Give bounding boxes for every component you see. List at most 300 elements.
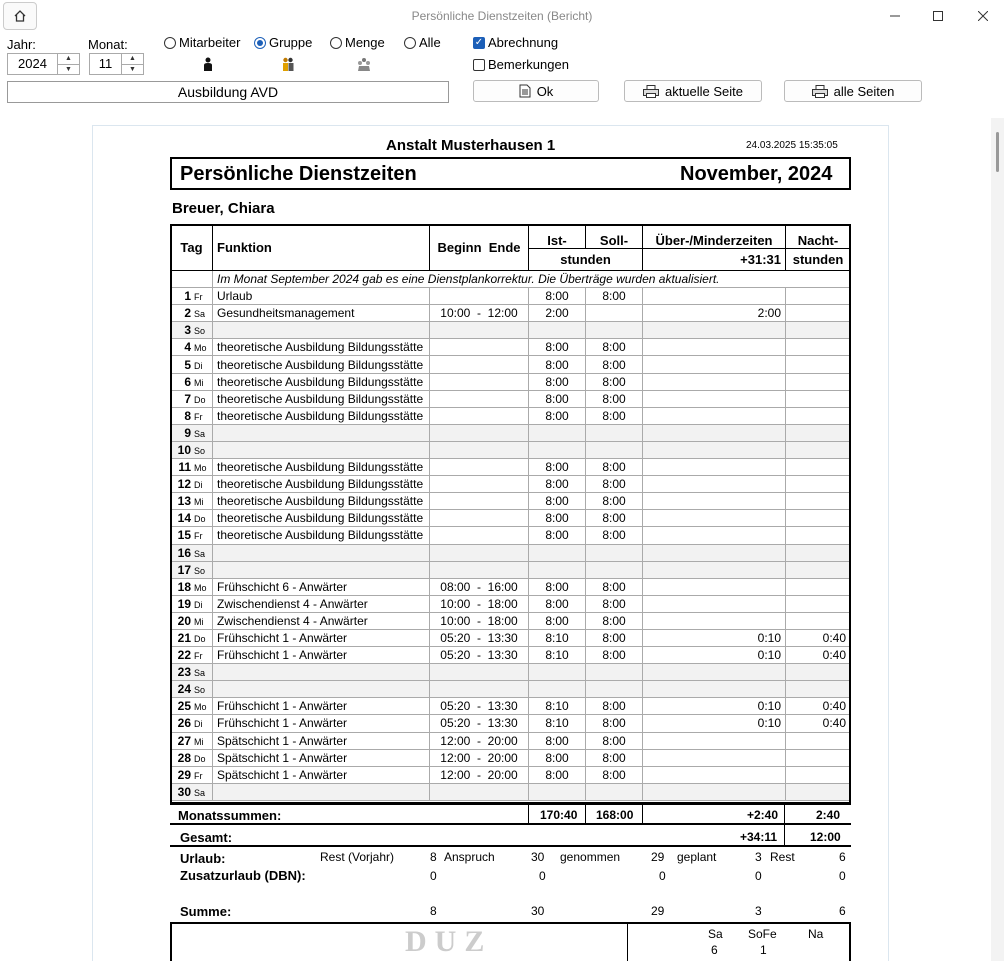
time-cell: 05:20 - 13:30 <box>430 715 529 732</box>
function-cell: theoretische Ausbildung Bildungsstätte <box>213 476 430 493</box>
radio-label: Menge <box>345 35 385 50</box>
radio-circle[interactable] <box>330 37 342 49</box>
year-down-button[interactable]: ▼ <box>65 65 72 73</box>
ueber-cell <box>643 476 786 493</box>
nacht-cell <box>786 578 851 595</box>
weekday: Di <box>194 480 203 491</box>
soll-cell <box>586 544 643 561</box>
print-current-page-button[interactable] <box>624 80 762 102</box>
table-row <box>171 373 851 390</box>
day-cell <box>171 783 213 800</box>
radio-menge[interactable] <box>330 35 385 50</box>
ist-cell <box>529 561 586 578</box>
function-cell: Frühschicht 1 - Anwärter <box>213 629 430 646</box>
total-nacht: 12:00 <box>810 830 841 844</box>
ist-cell <box>529 544 586 561</box>
nacht-cell <box>786 595 851 612</box>
table-row <box>171 390 851 407</box>
checkbox-label: Bemerkungen <box>488 57 569 72</box>
document-icon <box>519 84 531 98</box>
weekday: Fr <box>194 292 203 303</box>
soll-cell: 8:00 <box>586 510 643 527</box>
nacht-cell <box>786 749 851 766</box>
table-row <box>171 647 851 664</box>
ist-cell: 8:00 <box>529 356 586 373</box>
soll-cell: 8:00 <box>586 407 643 424</box>
ist-cell: 8:00 <box>529 578 586 595</box>
soll-cell: 8:00 <box>586 578 643 595</box>
nacht-cell: 0:40 <box>786 698 851 715</box>
weekday: Do <box>194 753 206 764</box>
anspruch-value: 30 <box>531 850 545 864</box>
extra-value: 0 <box>539 869 546 883</box>
month-stepper[interactable] <box>89 53 144 75</box>
day-cell <box>171 732 213 749</box>
day-number: 11 <box>178 460 191 475</box>
note-empty-cell <box>171 271 213 288</box>
radio-circle[interactable] <box>254 37 266 49</box>
divider <box>585 803 586 823</box>
begin-cell: 12:00 <box>440 750 471 765</box>
day-cell <box>171 459 213 476</box>
nacht-cell <box>786 493 851 510</box>
col-funktion: Funktion <box>213 225 430 271</box>
day-number: 15 <box>177 528 191 543</box>
begin-cell: 05:20 <box>440 716 471 731</box>
year-label: Jahr: <box>7 37 36 52</box>
soll-cell: 8:00 <box>586 595 643 612</box>
function-cell: theoretische Ausbildung Bildungsstätte <box>213 339 430 356</box>
table-row <box>171 459 851 476</box>
soll-cell <box>586 305 643 322</box>
ist-cell: 8:00 <box>529 595 586 612</box>
time-cell <box>430 339 529 356</box>
table-row <box>171 322 851 339</box>
function-cell: Frühschicht 1 - Anwärter <box>213 698 430 715</box>
divider <box>170 922 851 924</box>
ist-cell: 8:00 <box>529 407 586 424</box>
function-cell: theoretische Ausbildung Bildungsstätte <box>213 390 430 407</box>
ist-cell <box>529 424 586 441</box>
ueber-cell <box>643 288 786 305</box>
day-number: 9 <box>184 425 191 440</box>
group-field[interactable]: Ausbildung AVD <box>7 81 449 103</box>
col-tag: Tag <box>171 225 213 271</box>
ueber-cell: 0:10 <box>643 647 786 664</box>
divider <box>170 922 172 961</box>
end-cell: 12:00 <box>487 306 518 321</box>
ueber-cell <box>643 664 786 681</box>
extra-value: 0 <box>839 869 846 883</box>
ist-cell <box>529 322 586 339</box>
weekday: Sa <box>194 668 206 679</box>
nacht-cell <box>786 681 851 698</box>
weekday: Mo <box>194 463 207 474</box>
ueber-cell <box>643 681 786 698</box>
ueber-cell <box>643 339 786 356</box>
day-number: 8 <box>184 408 191 423</box>
total-ueber: +34:11 <box>740 830 778 844</box>
ueber-cell <box>643 783 786 800</box>
maximize-button[interactable] <box>928 6 948 26</box>
end-cell: 13:30 <box>487 648 518 663</box>
ueber-cell <box>643 390 786 407</box>
monthly-nacht: 2:40 <box>816 808 841 822</box>
time-cell: 12:00 - 20:00 <box>430 766 529 783</box>
function-cell <box>213 681 430 698</box>
day-cell <box>171 664 213 681</box>
minimize-button[interactable] <box>885 6 905 26</box>
weekday: Di <box>194 719 203 730</box>
time-cell: 10:00 - 12:00 <box>430 305 529 322</box>
nacht-cell <box>786 356 851 373</box>
weekday: So <box>194 685 206 696</box>
ist-cell: 8:00 <box>529 732 586 749</box>
weekday: Mo <box>194 702 207 713</box>
title-bar <box>0 0 1004 32</box>
table-row <box>171 510 851 527</box>
soll-cell: 8:00 <box>586 493 643 510</box>
day-number: 23 <box>177 665 191 680</box>
ueber-cell <box>643 459 786 476</box>
divider <box>528 803 529 823</box>
soll-cell: 8:00 <box>586 339 643 356</box>
nacht-cell <box>786 732 851 749</box>
table-row <box>171 288 851 305</box>
print-all-pages-button[interactable] <box>784 80 922 102</box>
day-number: 12 <box>177 477 191 492</box>
ueber-cell <box>643 493 786 510</box>
report-period: November, 2024 <box>680 163 833 185</box>
day-cell <box>171 390 213 407</box>
extra-leave-label: Zusatzurlaub (DBN): <box>180 868 306 883</box>
ueber-cell: 0:10 <box>643 698 786 715</box>
day-cell <box>171 595 213 612</box>
ueber-cell <box>643 561 786 578</box>
time-cell <box>430 322 529 339</box>
time-cell <box>430 664 529 681</box>
day-number: 1 <box>184 289 191 304</box>
day-cell <box>171 373 213 390</box>
begin-cell: 12:00 <box>440 767 471 782</box>
nacht-cell <box>786 510 851 527</box>
close-button[interactable] <box>973 6 993 26</box>
time-cell: 12:00 - 20:00 <box>430 732 529 749</box>
soll-cell: 8:00 <box>586 527 643 544</box>
ueber-cell <box>643 749 786 766</box>
ueber-cell <box>643 595 786 612</box>
crowd-icon <box>357 57 371 71</box>
soll-cell <box>586 783 643 800</box>
table-row <box>171 407 851 424</box>
monthly-ueber: +2:40 <box>747 808 779 822</box>
sum-value: 30 <box>531 904 545 918</box>
day-number: 18 <box>177 579 191 594</box>
divider <box>170 803 851 805</box>
time-cell <box>430 527 529 544</box>
nacht-cell <box>786 390 851 407</box>
radio-circle[interactable] <box>404 37 416 49</box>
maximize-icon <box>933 11 943 21</box>
col-stunden: stunden <box>529 249 643 271</box>
weekday: Di <box>194 360 203 371</box>
nacht-cell <box>786 527 851 544</box>
day-number: 24 <box>177 682 191 697</box>
checkbox-box[interactable]: ✓ <box>474 37 484 48</box>
scrollbar-thumb[interactable] <box>996 132 999 172</box>
ueber-cell: 2:00 <box>643 305 786 322</box>
checkbox-abrechnung[interactable] <box>473 35 558 50</box>
function-cell: theoretische Ausbildung Bildungsstätte <box>213 527 430 544</box>
time-cell: 05:20 - 13:30 <box>430 647 529 664</box>
radio-circle[interactable] <box>164 37 176 49</box>
time-cell <box>430 681 529 698</box>
note-row <box>171 271 851 288</box>
soll-cell <box>586 681 643 698</box>
begin-cell: 05:20 <box>440 631 471 646</box>
checkbox-bemerkungen[interactable] <box>473 57 569 72</box>
leave-label: Urlaub: <box>180 851 226 866</box>
divider <box>170 823 851 825</box>
function-cell: theoretische Ausbildung Bildungsstätte <box>213 459 430 476</box>
day-cell <box>171 681 213 698</box>
function-cell: Spätschicht 1 - Anwärter <box>213 732 430 749</box>
function-cell <box>213 322 430 339</box>
day-number: 20 <box>177 613 191 628</box>
time-cell <box>430 561 529 578</box>
table-row <box>171 441 851 458</box>
weekday: Do <box>194 634 206 645</box>
sa-label: Sa <box>708 927 723 941</box>
table-row <box>171 578 851 595</box>
ist-cell: 8:00 <box>529 288 586 305</box>
function-cell: Frühschicht 1 - Anwärter <box>213 647 430 664</box>
soll-cell: 8:00 <box>586 356 643 373</box>
ueber-cell <box>643 373 786 390</box>
time-cell <box>430 390 529 407</box>
table-row <box>171 783 851 800</box>
end-cell: 13:30 <box>487 699 518 714</box>
soll-cell: 8:00 <box>586 612 643 629</box>
total-label: Gesamt: <box>180 830 233 845</box>
day-number: 2 <box>184 306 191 321</box>
weekday: So <box>194 565 206 576</box>
function-cell: Frühschicht 1 - Anwärter <box>213 715 430 732</box>
extra-value: 0 <box>659 869 666 883</box>
function-cell <box>213 424 430 441</box>
time-cell <box>430 544 529 561</box>
soll-cell: 8:00 <box>586 715 643 732</box>
nacht-cell <box>786 424 851 441</box>
day-cell <box>171 510 213 527</box>
day-number: 6 <box>184 374 191 389</box>
na-label: Na <box>808 927 824 941</box>
table-row <box>171 612 851 629</box>
nacht-cell <box>786 544 851 561</box>
end-cell: 18:00 <box>487 596 518 611</box>
table-row <box>171 544 851 561</box>
divider <box>642 803 643 823</box>
day-number: 19 <box>177 596 191 611</box>
table-body <box>171 271 851 801</box>
anspruch-label: Anspruch <box>444 850 495 864</box>
time-cell <box>430 407 529 424</box>
day-number: 30 <box>177 784 191 799</box>
day-number: 28 <box>177 750 191 765</box>
ueber-cell <box>643 612 786 629</box>
time-cell: 05:20 - 13:30 <box>430 629 529 646</box>
radio-gruppe[interactable] <box>254 35 312 50</box>
begin-cell: 05:20 <box>440 699 471 714</box>
ist-cell <box>529 783 586 800</box>
day-number: 10 <box>177 442 191 457</box>
soll-cell <box>586 424 643 441</box>
sum-value: 6 <box>839 904 846 918</box>
divider <box>849 922 851 961</box>
day-number: 5 <box>184 357 191 372</box>
col-soll: Soll- <box>586 225 643 249</box>
weekday: Fr <box>194 651 203 662</box>
ist-cell: 8:00 <box>529 459 586 476</box>
begin-cell: 05:20 <box>440 648 471 663</box>
soll-cell <box>586 322 643 339</box>
col-ende: Ende <box>488 240 521 255</box>
day-number: 29 <box>177 767 191 782</box>
rest-value: 6 <box>839 850 846 864</box>
month-value[interactable]: 11 <box>98 56 113 71</box>
table-row <box>171 698 851 715</box>
radio-alle[interactable] <box>404 35 441 50</box>
day-number: 25 <box>177 699 191 714</box>
ist-cell: 2:00 <box>529 305 586 322</box>
person-icon <box>201 57 215 71</box>
day-cell <box>171 561 213 578</box>
function-cell: Frühschicht 6 - Anwärter <box>213 578 430 595</box>
nacht-cell <box>786 664 851 681</box>
ist-cell: 8:00 <box>529 476 586 493</box>
day-number: 3 <box>184 323 191 338</box>
end-cell: 20:00 <box>487 733 518 748</box>
month-up-button[interactable]: ▲ <box>122 54 143 65</box>
table-row <box>171 476 851 493</box>
end-cell: 13:30 <box>487 631 518 646</box>
weekday: Do <box>194 394 206 405</box>
weekday: Di <box>194 599 203 610</box>
soll-cell: 8:00 <box>586 647 643 664</box>
nacht-cell <box>786 373 851 390</box>
year-value[interactable]: 2024 <box>18 56 47 71</box>
month-label: Monat: <box>88 37 128 52</box>
ist-cell: 8:10 <box>529 715 586 732</box>
day-number: 16 <box>177 545 191 560</box>
ueber-cell <box>643 356 786 373</box>
begin-cell: 08:00 <box>440 579 471 594</box>
ist-cell: 8:00 <box>529 527 586 544</box>
ueber-cell <box>643 544 786 561</box>
nacht-cell <box>786 561 851 578</box>
function-cell <box>213 544 430 561</box>
day-cell <box>171 578 213 595</box>
ueber-cell <box>643 407 786 424</box>
function-cell: Spätschicht 1 - Anwärter <box>213 766 430 783</box>
col-ueber: Über-/Minderzeiten <box>643 225 786 249</box>
radio-label: Alle <box>419 35 441 50</box>
time-cell: 10:00 - 18:00 <box>430 612 529 629</box>
month-down-button[interactable]: ▼ <box>129 65 136 73</box>
day-number: 27 <box>177 733 191 748</box>
ist-cell: 8:00 <box>529 612 586 629</box>
function-cell <box>213 783 430 800</box>
printer-icon <box>643 85 659 98</box>
weekday: Sa <box>194 787 206 798</box>
day-number: 14 <box>177 511 191 526</box>
ok-button[interactable] <box>473 80 599 102</box>
sofe-value: 1 <box>760 943 767 957</box>
function-cell: theoretische Ausbildung Bildungsstätte <box>213 356 430 373</box>
time-cell <box>430 783 529 800</box>
weekday: Fr <box>194 770 203 781</box>
begin-cell: 12:00 <box>440 733 471 748</box>
ist-cell: 8:00 <box>529 766 586 783</box>
ist-cell: 8:00 <box>529 510 586 527</box>
soll-cell <box>586 441 643 458</box>
year-up-button[interactable]: ▲ <box>58 54 79 65</box>
vertical-scrollbar[interactable] <box>991 118 1004 961</box>
function-cell <box>213 561 430 578</box>
begin-cell: 10:00 <box>440 613 471 628</box>
monthly-label: Monatssummen: <box>178 808 282 823</box>
sum-value: 8 <box>430 904 437 918</box>
table-row <box>171 493 851 510</box>
day-cell <box>171 698 213 715</box>
weekday: Sa <box>194 428 206 439</box>
radio-label: Gruppe <box>269 35 313 50</box>
radio-mitarbeiter[interactable] <box>164 35 240 50</box>
employee-name: Breuer, Chiara <box>172 200 275 217</box>
ist-cell: 8:10 <box>529 698 586 715</box>
extra-value: 0 <box>755 869 762 883</box>
minimize-icon <box>890 11 900 21</box>
weekday: Fr <box>194 411 203 422</box>
day-cell <box>171 476 213 493</box>
function-cell: Urlaub <box>213 288 430 305</box>
nacht-cell <box>786 612 851 629</box>
function-cell: Spätschicht 1 - Anwärter <box>213 749 430 766</box>
function-cell: Gesundheitsmanagement <box>213 305 430 322</box>
checkbox-box[interactable] <box>473 59 485 71</box>
day-number: 4 <box>184 340 191 355</box>
ueber-cell: 0:10 <box>643 715 786 732</box>
table-row <box>171 356 851 373</box>
print-all-pages-label: alle Seiten <box>833 83 895 99</box>
time-cell <box>430 373 529 390</box>
year-stepper[interactable] <box>7 53 80 75</box>
time-cell <box>430 424 529 441</box>
day-cell <box>171 629 213 646</box>
monthly-ist: 170:40 <box>540 808 578 822</box>
end-cell: 16:00 <box>487 579 518 594</box>
day-number: 22 <box>177 648 191 663</box>
end-cell: 20:00 <box>487 750 518 765</box>
weekday: Mi <box>194 377 204 388</box>
ueber-cell: 0:10 <box>643 629 786 646</box>
nacht-cell <box>786 322 851 339</box>
weekday: Mi <box>194 497 204 508</box>
day-number: 26 <box>177 716 191 731</box>
ist-cell: 8:00 <box>529 339 586 356</box>
nacht-cell <box>786 288 851 305</box>
rest-label: Rest <box>770 850 795 864</box>
